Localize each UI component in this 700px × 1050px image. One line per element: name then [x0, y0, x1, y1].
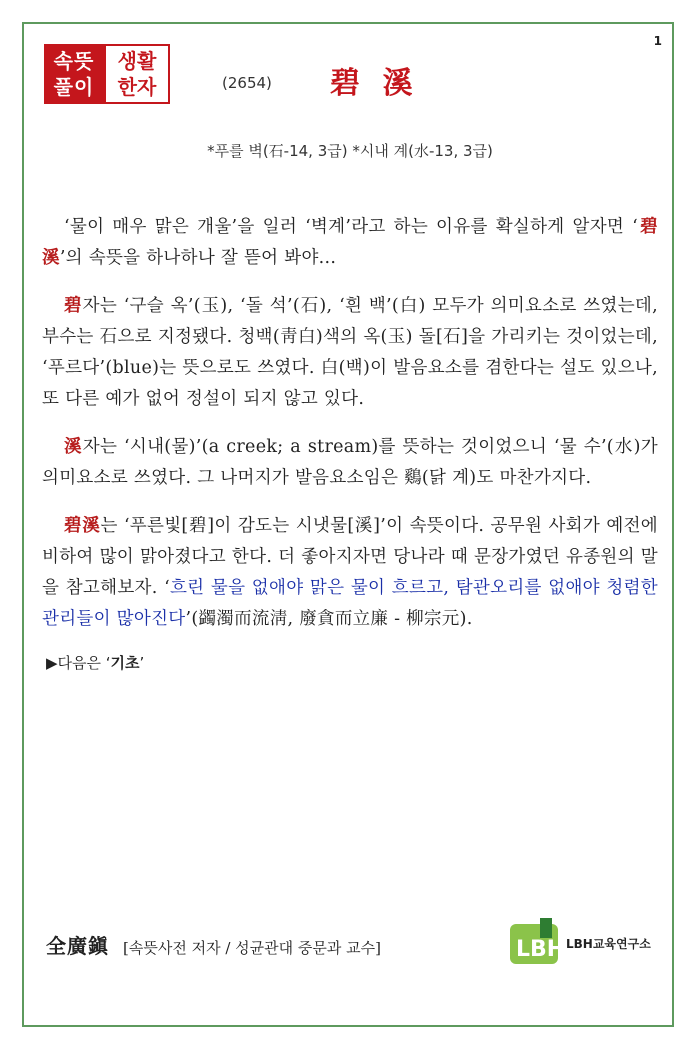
p4-highlight: 碧溪 — [64, 516, 101, 536]
document-number: (2654) — [222, 74, 272, 92]
p1-highlight: 碧溪 — [42, 217, 658, 268]
logo-left-line2: 풀이 — [53, 75, 95, 99]
p1-text-a: ‘물이 매우 맑은 개울’을 일러 ‘벽계’라고 하는 이유를 확실하게 알자면 ‘ — [64, 217, 639, 237]
series-logo-right — [104, 44, 170, 104]
author-name: 全廣鎭 — [46, 934, 109, 958]
lbh-logo — [510, 918, 651, 968]
next-word: 기초 — [110, 654, 140, 672]
p2-text: 자는 ‘구슬 옥’(玉), ‘돌 석’(石), ‘흰 백’(白) 모두가 의미요소로 쓰였는데, 부수는 石으로 지정됐다. 청백(靑白)색의 옥(玉) 돌[石]을 가리키는 것이었는데, ‘푸르다’(blue)는 뜻으로도 쓰였다. 白(백)이 발음요소를 겸한다는 설도 있으나, 또 다른 예가 없어 정설이 되지 않고 있다. — [42, 296, 658, 409]
author-description: [속뜻사전 저자 / 성균관대 중문과 교수] — [123, 939, 381, 957]
author-footer — [46, 930, 381, 959]
p4-text-b: 는 ‘푸른빛[碧]이 감도는 시냇물[溪]’이 속뜻이다. 공무원 사회가 예전에 비하여 많이 맑아졌다고 한다. 더 좋아지자면 당나라 때 문장가였던 유종원의 말을 참고해보자. ‘ — [42, 516, 658, 598]
p4-text-d: ’(蠲濁而流淸, 廢貪而立廉 - 柳宗元). — [185, 609, 473, 629]
svg-text:LBH: LBH — [516, 937, 566, 962]
lbh-logo-icon — [510, 918, 566, 968]
next-topic — [46, 652, 658, 673]
paragraph-meaning — [42, 511, 658, 635]
paragraph-second-character — [42, 432, 658, 494]
series-logo-left — [44, 44, 104, 104]
character-readings: *푸를 벽(石-14, 3급) *시내 계(水-13, 3급) — [207, 142, 493, 160]
next-suffix: ’ — [139, 654, 145, 672]
logo-left-line1: 속뜻 — [53, 49, 95, 73]
article-body — [42, 212, 658, 673]
p3-text: 자는 ‘시내(물)’(a creek; a stream)를 뜻하는 것이었으니 ‘물 수’(水)가 의미요소로 쓰였다. 그 나머지가 발음요소임은 鷄(닭 계)도 마찬가지다. — [42, 437, 658, 488]
p4-quote: 흐린 물을 없애야 맑은 물이 흐르고, 탐관오리를 없애야 청렴한 관리들이 많아진다 — [42, 578, 658, 629]
series-logo — [44, 44, 170, 104]
page-title: 碧 溪 — [330, 66, 419, 101]
next-prefix: ▶다음은 ‘ — [46, 654, 111, 672]
lbh-logo-text: LBH교육연구소 — [566, 936, 651, 951]
logo-right-line1: 생활 — [117, 49, 157, 73]
p3-highlight: 溪 — [64, 437, 83, 457]
paragraph-intro — [42, 212, 658, 274]
p1-text-c: ’의 속뜻을 하나하나 잘 뜯어 봐야... — [59, 248, 337, 268]
page-number: 1 — [653, 34, 662, 48]
paragraph-first-character — [42, 291, 658, 415]
p2-highlight: 碧 — [64, 296, 83, 316]
logo-right-line2: 한자 — [117, 75, 157, 99]
